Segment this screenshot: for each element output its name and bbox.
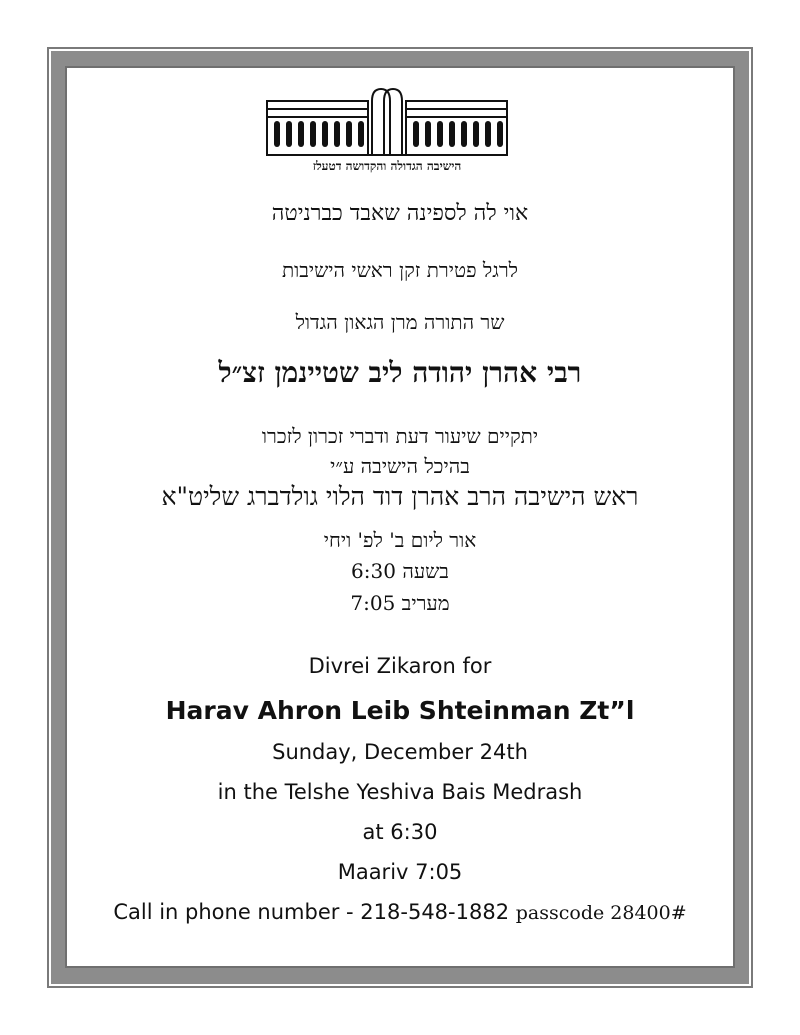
english-location-line: in the Telshe Yeshiva Bais Medrash	[217, 780, 583, 804]
hebrew-name-heading: רבי אהרן יהודה ליב שטיינמן זצ״ל	[218, 356, 582, 389]
english-intro-line: Divrei Zikaron for	[308, 654, 492, 678]
yeshiva-building-icon	[264, 87, 510, 159]
phone-line	[67, 900, 733, 924]
hebrew-maariv-line: מעריב 7:05	[350, 591, 450, 615]
phone-number: Call in phone number - 218-548-1882	[113, 900, 510, 924]
logo-caption: הישיבה הגדולה והקדושה דטעלז	[312, 159, 462, 173]
english-name-heading: Harav Ahron Leib Shteinman Zt”l	[165, 696, 635, 725]
passcode: passcode 28400#	[515, 902, 687, 924]
hebrew-speaker-line: ראש הישיבה הרב אהרן דוד הלוי גולדברג שליט"א	[161, 482, 639, 511]
english-time-line: at 6:30	[362, 820, 438, 844]
hebrew-location-line: בהיכל הישיבה ע״י	[330, 454, 470, 478]
hebrew-occasion-line: לרגל פטירת זקן ראשי הישיבות	[281, 258, 519, 282]
hebrew-title-line: שר התורה מרן הגאון הגדול	[295, 310, 505, 334]
hebrew-opening-line: אוי לה לספינה שאבד כברניטה	[271, 201, 529, 226]
english-date-line: Sunday, December 24th	[272, 740, 528, 764]
hebrew-time-line: בשעה 6:30	[351, 559, 449, 583]
english-maariv-line: Maariv 7:05	[337, 860, 463, 884]
flyer-content	[67, 68, 733, 966]
yeshiva-logo	[264, 87, 510, 179]
hebrew-date-line: אור ליום ב' לפ' ויחי	[323, 528, 477, 552]
hebrew-event-line: יתקיים שיעור דעת ודברי זכרון לזכרו	[261, 424, 539, 448]
